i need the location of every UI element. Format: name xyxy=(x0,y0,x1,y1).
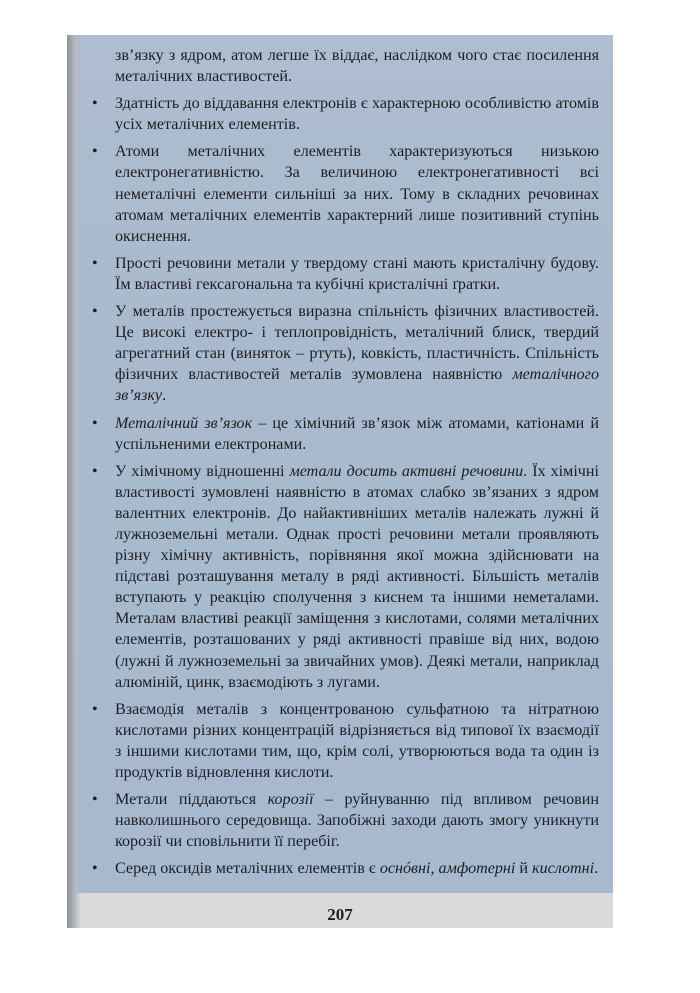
italic-term: кислотні xyxy=(532,860,595,878)
bullet-icon: • xyxy=(92,303,98,321)
bullet-item-corrosion: • Метали піддаються корозії – руйнуванню під впливом речовин навколишнього середовища. Запобіжні заходи дають змогу уникнути корозії чи сповільнити її перебіг. xyxy=(92,791,599,851)
bullet-icon: • xyxy=(92,462,98,480)
italic-term: корозії xyxy=(267,791,314,809)
italic-term: оснóвні, амфотерні xyxy=(379,860,516,878)
bullet-item-electron-donation: • Здатність до віддавання електронів є характерною особливістю атомів усіх металічних елементів. xyxy=(92,95,599,134)
page-number: 207 xyxy=(327,905,353,924)
bullet-item-chemical-activity: • У хімічному відношенні метали досить активні речовини. Їх хімічні властивості зумовлені наявністю в атомах слабко зв’язаних з ядром валентних електронів. До найактивніших металів належать лужні й лужноземельні метали. Однак прості речовини метали проявляють різну хімічну активність, порівняння якої можна здійснювати на підставі розташування металу в ряді активності. Більшість металів вступають у реакцію сполучення з киснем та іншими неметалами. Металам властиві реакції заміщення з кислотами, солями металічних елементів, розташованих у ряді активності правіше від них, водою (лужні й лужноземельні за звичайних умов). Деякі метали, наприклад алюміній, цинк, взаємодіють з лугами. xyxy=(92,462,599,691)
bullet-icon: • xyxy=(92,860,98,878)
binding-gutter xyxy=(67,35,81,928)
italic-term: метали досить активні речовини xyxy=(289,462,524,480)
bullet-icon: • xyxy=(92,791,98,809)
bullet-icon: • xyxy=(92,95,98,113)
bullet-icon: • xyxy=(92,700,98,718)
summary-text xyxy=(91,45,599,885)
bullet-item-electronegativity: • Атоми металічних елементів характеризуються низькою електронегативністю. За величиною електронегативності всі неметалічні елементи сильніші за них. Тому в складних речовинах атомам металічних елементів характерний лише позитивний ступінь окиснення. xyxy=(92,143,599,245)
book-page xyxy=(67,35,613,928)
italic-term: металічного зв’язку xyxy=(115,366,599,405)
bullet-item-acid-interaction: • Взаємодія металів з концентрованою сульфатною та нітратною кислотами різних концентрацій відрізняється від типової їх взаємодії з іншими кислотами тим, що, крім солі, утворюються вода та один із продуктів відновлення кислоти. xyxy=(92,700,599,781)
bullet-item-physical-properties: • У металів простежується виразна спільність фізичних властивостей. Це високі електро- і теплопровідність, металічний блиск, твердий агрегатний стан (виняток – ртуть), ковкість, пластичність. Спільність фізичних властивостей металів зумовлена наявністю металічного зв’язку. xyxy=(92,303,599,405)
bullet-icon: • xyxy=(92,143,98,161)
paragraph-continuation: зв’язку з ядром, атом легше їх віддає, наслідком чого стає посилення металічних властивостей. xyxy=(115,47,599,86)
bullet-item-crystal-structure: • Прості речовини метали у твердому стані мають кристалічну будову. Їм властиві гексагональна та кубічні кристалічні ґратки. xyxy=(92,254,599,293)
bullet-item-metallic-bond: • Металічний зв’язок – це хімічний зв’язок між атомами, катіонами й успільненими електронами. xyxy=(92,414,599,453)
bullet-item-oxides: • Серед оксидів металічних елементів є оснóвні, амфотерні й кислотні. xyxy=(92,860,599,878)
bullet-icon: • xyxy=(92,414,98,432)
italic-term: Металічний зв’язок xyxy=(115,414,253,432)
bullet-icon: • xyxy=(92,254,98,272)
